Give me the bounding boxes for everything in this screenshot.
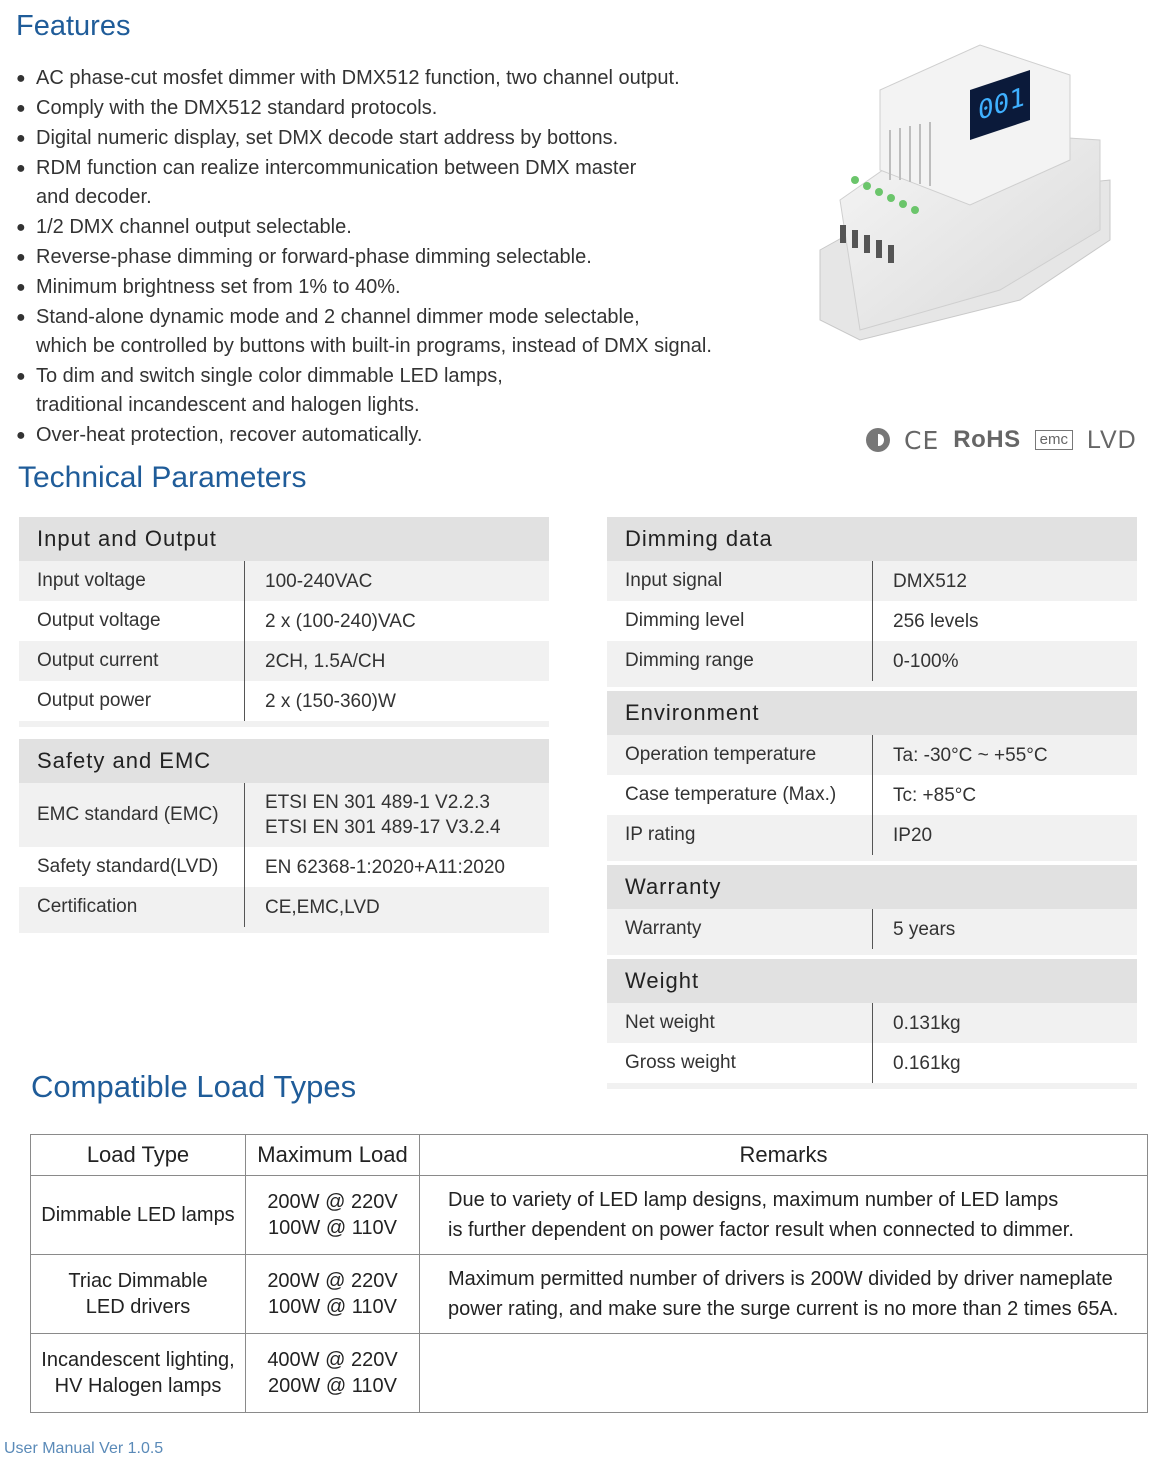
table-row <box>31 1255 1148 1334</box>
parameter-value-line: 2 x (100-240)VAC <box>265 610 416 632</box>
load-type-cell <box>31 1255 246 1334</box>
parameter-row <box>607 815 1137 855</box>
feature-list <box>16 64 756 451</box>
section-heading: Input and Output <box>19 517 549 561</box>
bullet-icon: ● <box>16 279 26 296</box>
feature-text: RDM function can realize intercommunication between DMX master <box>36 157 637 179</box>
cc-mark-icon <box>866 428 890 452</box>
parameter-value-line: IP20 <box>893 824 933 846</box>
load-type-text: Incandescent lighting, <box>41 1349 235 1371</box>
remarks-text: Due to variety of LED lamp designs, maximum number of LED lamps <box>448 1189 1059 1211</box>
feature-item <box>16 64 756 93</box>
parameter-row <box>607 775 1137 815</box>
parameter-value <box>873 1003 961 1043</box>
parameter-row <box>607 735 1137 775</box>
parameter-value <box>245 681 396 721</box>
load-type-cell <box>31 1334 246 1413</box>
feature-item <box>16 273 756 302</box>
parameter-value <box>873 909 955 949</box>
section-heading: Weight <box>607 959 1137 1003</box>
parameter-label: IP rating <box>607 815 873 855</box>
maximum-load-cell <box>246 1255 420 1334</box>
section-tail <box>19 721 549 727</box>
parameter-section <box>19 739 549 933</box>
right-parameter-column <box>607 517 1137 1093</box>
parameter-value <box>873 1043 961 1083</box>
parameter-row <box>19 887 549 927</box>
lvd-mark: LVD <box>1086 425 1137 454</box>
parameter-value <box>245 601 416 641</box>
parameter-label: Dimming range <box>607 641 873 681</box>
rohs-mark: RoHS <box>953 426 1021 453</box>
parameter-value <box>873 601 979 641</box>
feature-text: Digital numeric display, set DMX decode start address by bottons. <box>36 127 619 149</box>
parameter-section <box>607 959 1137 1089</box>
parameter-label: Output current <box>19 641 245 681</box>
emc-mark: emc <box>1035 430 1073 450</box>
parameter-value-line: EN 62368-1:2020+A11:2020 <box>265 856 505 878</box>
section-tail <box>607 1083 1137 1089</box>
feature-text: 1/2 DMX channel output selectable. <box>36 216 352 238</box>
parameter-row <box>607 641 1137 681</box>
parameter-value <box>245 847 505 887</box>
load-type-text: LED drivers <box>85 1296 191 1318</box>
parameter-value-line: 0.131kg <box>893 1012 961 1034</box>
load-type-text: Triac Dimmable <box>68 1270 208 1292</box>
compatible-load-table <box>30 1134 1148 1413</box>
parameter-section <box>607 517 1137 687</box>
certification-logos <box>866 422 1137 458</box>
header-maximum-load: Maximum Load <box>246 1135 420 1176</box>
remarks-cell <box>420 1334 1148 1413</box>
feature-text: Minimum brightness set from 1% to 40%. <box>36 276 401 298</box>
parameter-value-line: 100-240VAC <box>265 570 373 592</box>
feature-text: traditional incandescent and halogen lights. <box>36 394 420 416</box>
parameter-value <box>873 735 1048 775</box>
parameter-value <box>873 775 976 815</box>
parameter-value-line: 5 years <box>893 918 956 940</box>
parameter-value <box>245 641 385 681</box>
parameter-value-line: Ta: -30°C ~ +55°C <box>893 744 1048 766</box>
parameter-row <box>607 909 1137 949</box>
parameter-label: Dimming level <box>607 601 873 641</box>
parameter-label: Output voltage <box>19 601 245 641</box>
feature-text: which be controlled by buttons with built-in programs, instead of DMX signal. <box>36 335 712 357</box>
parameter-value <box>873 641 959 681</box>
svg-text:001: 001 <box>978 81 1025 127</box>
bullet-icon: ● <box>16 100 26 117</box>
bullet-icon: ● <box>16 368 26 385</box>
section-tail <box>607 681 1137 687</box>
features-title: Features <box>16 10 131 42</box>
header-load-type: Load Type <box>31 1135 246 1176</box>
parameter-label: Warranty <box>607 909 873 949</box>
parameter-section <box>19 517 549 727</box>
parameter-value-line: DMX512 <box>893 570 967 592</box>
parameter-row <box>607 561 1137 601</box>
parameter-row <box>19 847 549 887</box>
feature-item <box>16 94 756 123</box>
maximum-load-text: 200W @ 220V <box>267 1270 398 1292</box>
table-row <box>31 1176 1148 1255</box>
maximum-load-text: 200W @ 220V <box>267 1191 398 1213</box>
feature-text: Comply with the DMX512 standard protocols. <box>36 97 438 119</box>
parameter-row <box>19 681 549 721</box>
feature-item <box>16 213 756 242</box>
remarks-text: is further dependent on power factor result when connected to dimmer. <box>448 1219 1074 1241</box>
parameter-label: Certification <box>19 887 245 927</box>
maximum-load-text: 400W @ 220V <box>267 1349 398 1371</box>
bullet-icon: ● <box>16 70 26 87</box>
feature-text: AC phase-cut mosfet dimmer with DMX512 function, two channel output. <box>36 67 680 89</box>
bullet-icon: ● <box>16 160 26 177</box>
compatible-load-types-title: Compatible Load Types <box>31 1069 357 1104</box>
parameter-value <box>873 561 967 601</box>
bullet-icon: ● <box>16 219 26 236</box>
parameter-value-line: 2 x (150-360)W <box>265 690 396 712</box>
feature-item <box>16 154 756 212</box>
parameter-label: Gross weight <box>607 1043 873 1083</box>
parameter-value-line: ETSI EN 301 489-1 V2.2.3 <box>265 792 490 813</box>
product-image <box>800 30 1140 360</box>
parameter-row <box>19 601 549 641</box>
section-tail <box>607 855 1137 861</box>
parameter-value-line: 2CH, 1.5A/CH <box>265 650 386 672</box>
load-type-cell <box>31 1176 246 1255</box>
parameter-value <box>245 887 380 927</box>
parameter-label: EMC standard (EMC) <box>19 783 245 847</box>
footer-version: User Manual Ver 1.0.5 <box>4 1440 164 1457</box>
section-heading: Warranty <box>607 865 1137 909</box>
header-remarks: Remarks <box>420 1135 1148 1176</box>
bullet-icon: ● <box>16 130 26 147</box>
table-header-row <box>31 1135 1148 1176</box>
remarks-text: power rating, and make sure the surge current is no more than 2 times 65A. <box>448 1298 1119 1320</box>
ce-mark: CE <box>904 425 940 455</box>
feature-text: Reverse-phase dimming or forward-phase dimming selectable. <box>36 246 592 268</box>
parameter-label: Case temperature (Max.) <box>607 775 873 815</box>
technical-parameters-title: Technical Parameters <box>18 461 307 494</box>
maximum-load-text: 200W @ 110V <box>268 1375 397 1397</box>
bullet-icon: ● <box>16 249 26 266</box>
parameter-value <box>245 561 372 601</box>
table-row <box>31 1334 1148 1413</box>
parameter-value-line: CE,EMC,LVD <box>265 896 380 918</box>
parameter-label: Operation temperature <box>607 735 873 775</box>
remarks-cell <box>420 1176 1148 1255</box>
parameter-row <box>607 601 1137 641</box>
parameter-value-line: 256 levels <box>893 610 979 632</box>
parameter-label: Net weight <box>607 1003 873 1043</box>
maximum-load-text: 100W @ 110V <box>268 1217 397 1239</box>
load-type-text: HV Halogen lamps <box>54 1375 222 1397</box>
feature-item <box>16 421 756 450</box>
maximum-load-cell <box>246 1334 420 1413</box>
load-type-text: Dimmable LED lamps <box>41 1204 235 1226</box>
parameter-section <box>607 691 1137 861</box>
parameter-label: Safety standard(LVD) <box>19 847 245 887</box>
section-tail <box>607 949 1137 955</box>
parameter-value <box>245 783 501 847</box>
feature-item <box>16 124 756 153</box>
parameter-section <box>607 865 1137 955</box>
feature-text: and decoder. <box>36 186 152 208</box>
parameter-row <box>19 641 549 681</box>
section-heading: Dimming data <box>607 517 1137 561</box>
bullet-icon: ● <box>16 427 26 444</box>
feature-item <box>16 243 756 272</box>
parameter-row <box>607 1003 1137 1043</box>
feature-item <box>16 303 756 361</box>
section-heading: Environment <box>607 691 1137 735</box>
parameter-label: Input voltage <box>19 561 245 601</box>
remarks-cell <box>420 1255 1148 1334</box>
parameter-value-line: 0.161kg <box>893 1052 961 1074</box>
section-tail <box>19 927 549 933</box>
parameter-value-line: ETSI EN 301 489-17 V3.2.4 <box>265 817 501 838</box>
feature-text: Over-heat protection, recover automatically. <box>36 424 423 446</box>
parameter-label: Input signal <box>607 561 873 601</box>
parameter-value-line: 0-100% <box>893 650 959 672</box>
bullet-icon: ● <box>16 309 26 326</box>
parameter-value-line: Tc: +85°C <box>893 784 977 806</box>
section-heading: Safety and EMC <box>19 739 549 783</box>
parameter-row <box>607 1043 1137 1083</box>
remarks-text: Maximum permitted number of drivers is 200W divided by driver nameplate <box>448 1268 1113 1290</box>
parameter-row <box>19 783 549 847</box>
left-parameter-column <box>19 517 549 945</box>
maximum-load-cell <box>246 1176 420 1255</box>
maximum-load-text: 100W @ 110V <box>268 1296 397 1318</box>
feature-text: To dim and switch single color dimmable LED lamps, <box>36 365 503 387</box>
feature-item <box>16 362 756 420</box>
feature-text: Stand-alone dynamic mode and 2 channel dimmer mode selectable, <box>36 306 640 328</box>
parameter-label: Output power <box>19 681 245 721</box>
parameter-value <box>873 815 932 855</box>
parameter-row <box>19 561 549 601</box>
